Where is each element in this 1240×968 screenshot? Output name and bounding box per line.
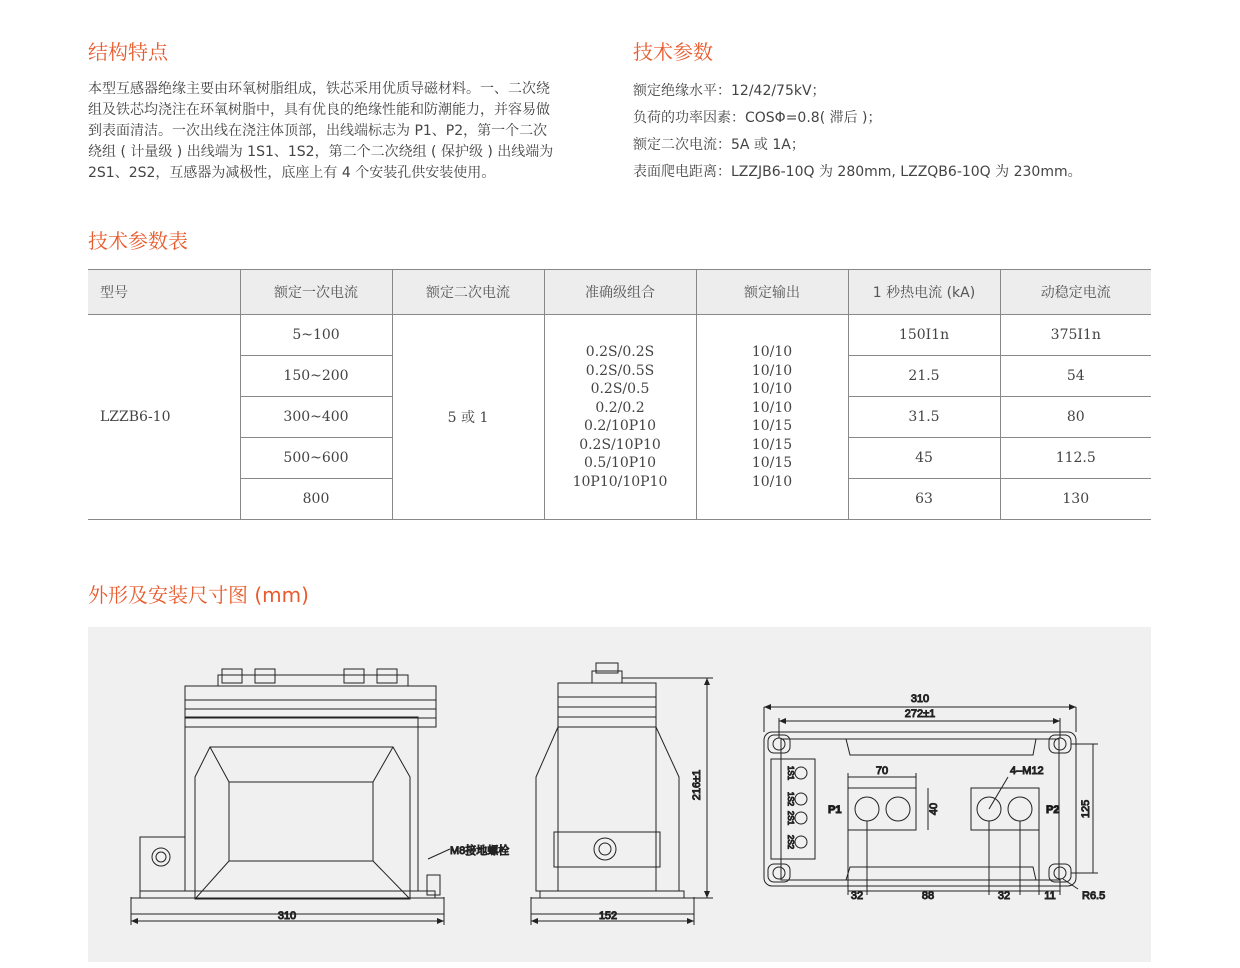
header-primary-current: 额定一次电流: [240, 270, 392, 315]
radius-label: R6.5: [1082, 890, 1106, 902]
structure-line: 到表面清洁。一次出线在浇注体顶部，出线端标志为 P1、P2，第一个二次: [88, 123, 548, 139]
dim-32b-label: 32: [997, 890, 1011, 902]
output-item: 10/15: [751, 418, 793, 434]
side-height-label: 216±1: [691, 769, 703, 801]
accuracy-item: 0.2/0.2: [595, 399, 645, 416]
output-item: 10/15: [751, 455, 793, 471]
cell-primary: 300~400: [240, 397, 392, 438]
side-width-label: 152: [598, 910, 618, 922]
specs-heading: 技术参数: [633, 40, 713, 64]
dimension-drawing: [88, 627, 1151, 962]
cell-primary: 500~600: [240, 438, 392, 479]
accuracy-item: 0.2S/10P10: [579, 436, 661, 453]
structure-line: 2S1、2S2，互感器为减极性，底座上有 4 个安装孔供安装使用。: [88, 165, 496, 181]
cell-dynamic: 54: [1000, 356, 1151, 397]
accuracy-item: 0.2S/0.5S: [585, 362, 655, 379]
cell-dynamic: 80: [1000, 397, 1151, 438]
cell-thermal: 150I1n: [848, 315, 1000, 356]
terminal-1s1-label: 1S1: [786, 765, 795, 781]
cell-primary: 150~200: [240, 356, 392, 397]
drawing-heading: 外形及安装尺寸图 (mm): [88, 583, 309, 607]
accuracy-item: 0.2/10P10: [583, 418, 657, 434]
header-output: 额定输出: [696, 270, 848, 315]
header-secondary-current: 额定二次电流: [392, 270, 544, 315]
cell-secondary: 5 或 1: [392, 315, 544, 520]
spec-item: 负荷的功率因素：COSΦ=0.8( 滞后 )；: [633, 110, 882, 126]
terminal-2s1-label: 2S1: [786, 810, 795, 826]
dim-88-label: 88: [921, 890, 935, 902]
p1-label: P1: [828, 804, 842, 816]
accuracy-item: 0.2S/0.2S: [585, 344, 655, 360]
cell-output: [696, 315, 848, 520]
ground-bolt-label: M8接地螺栓: [450, 845, 510, 857]
cell-dynamic: 375I1n: [1000, 315, 1151, 356]
cell-accuracy: [544, 315, 696, 520]
accuracy-item: 0.2S/0.5: [590, 381, 650, 397]
cell-primary: 5~100: [240, 315, 392, 356]
output-item: 10/10: [751, 381, 793, 397]
header-accuracy: 准确级组合: [544, 270, 696, 315]
output-item: 10/10: [751, 399, 793, 416]
table-heading: 技术参数表: [88, 229, 188, 253]
cell-thermal: 63: [848, 479, 1000, 520]
top-inner-width-label: 272±1: [904, 708, 936, 720]
header-thermal-current: 1 秒热电流 (kA): [848, 270, 1000, 315]
dim-11-label: 11: [1044, 890, 1056, 902]
accuracy-item: 0.5/10P10: [583, 455, 657, 471]
parameters-table: [88, 269, 1151, 520]
cell-primary: 800: [240, 479, 392, 520]
structure-heading: 结构特点: [88, 40, 168, 64]
structure-paragraph: [88, 79, 553, 184]
output-item: 10/10: [751, 362, 793, 379]
holes-label: 4–M12: [1010, 765, 1044, 777]
cell-model: LZZB6-10: [88, 315, 240, 520]
dim-70-label: 70: [875, 765, 889, 777]
header-dynamic-current: 动稳定电流: [1000, 270, 1151, 315]
p2-label: P2: [1046, 804, 1060, 816]
structure-line: 本型互感器绝缘主要由环氧树脂组成，铁芯采用优质导磁材料。一、二次绕: [88, 81, 550, 97]
top-width-label: 310: [910, 693, 930, 705]
drawing-svg: [88, 627, 1151, 962]
spec-item: 额定二次电流：5A 或 1A；: [633, 137, 805, 153]
side-view: [531, 663, 713, 925]
structure-line: 绕组 ( 计量级 ) 出线端为 1S1、1S2，第二个二次绕组 ( 保护级 ) 出线端为: [88, 144, 554, 160]
table-header-row: [88, 270, 1151, 315]
cell-dynamic: 130: [1000, 479, 1151, 520]
front-view: [131, 669, 450, 925]
dim-32a-label: 32: [850, 890, 864, 902]
cell-thermal: 45: [848, 438, 1000, 479]
terminal-1s2-label: 1S2: [786, 791, 795, 807]
cell-dynamic: 112.5: [1000, 438, 1151, 479]
dim-40-label: 40: [928, 802, 940, 816]
structure-line: 组及铁芯均浇注在环氧树脂中，具有优良的绝缘性能和防潮能力，并容易做: [88, 102, 550, 118]
header-model: 型号: [88, 270, 240, 315]
cell-thermal: 21.5: [848, 356, 1000, 397]
dim-125-label: 125: [1080, 799, 1092, 819]
top-view: [764, 704, 1098, 895]
spec-item: 额定绝缘水平：12/42/75kV；: [633, 83, 826, 99]
output-item: 10/15: [751, 436, 793, 453]
accuracy-item: 10P10/10P10: [572, 473, 668, 490]
specs-list: [633, 78, 1082, 186]
cell-thermal: 31.5: [848, 397, 1000, 438]
spec-item: 表面爬电距离：LZZJB6-10Q 为 280mm, LZZQB6-10Q 为 230mm。: [633, 164, 1082, 180]
output-item: 10/10: [751, 344, 793, 360]
table-row: [88, 315, 1151, 356]
output-item: 10/10: [751, 473, 793, 490]
front-width-label: 310: [277, 910, 297, 922]
terminal-2s2-label: 2S2: [786, 834, 795, 850]
